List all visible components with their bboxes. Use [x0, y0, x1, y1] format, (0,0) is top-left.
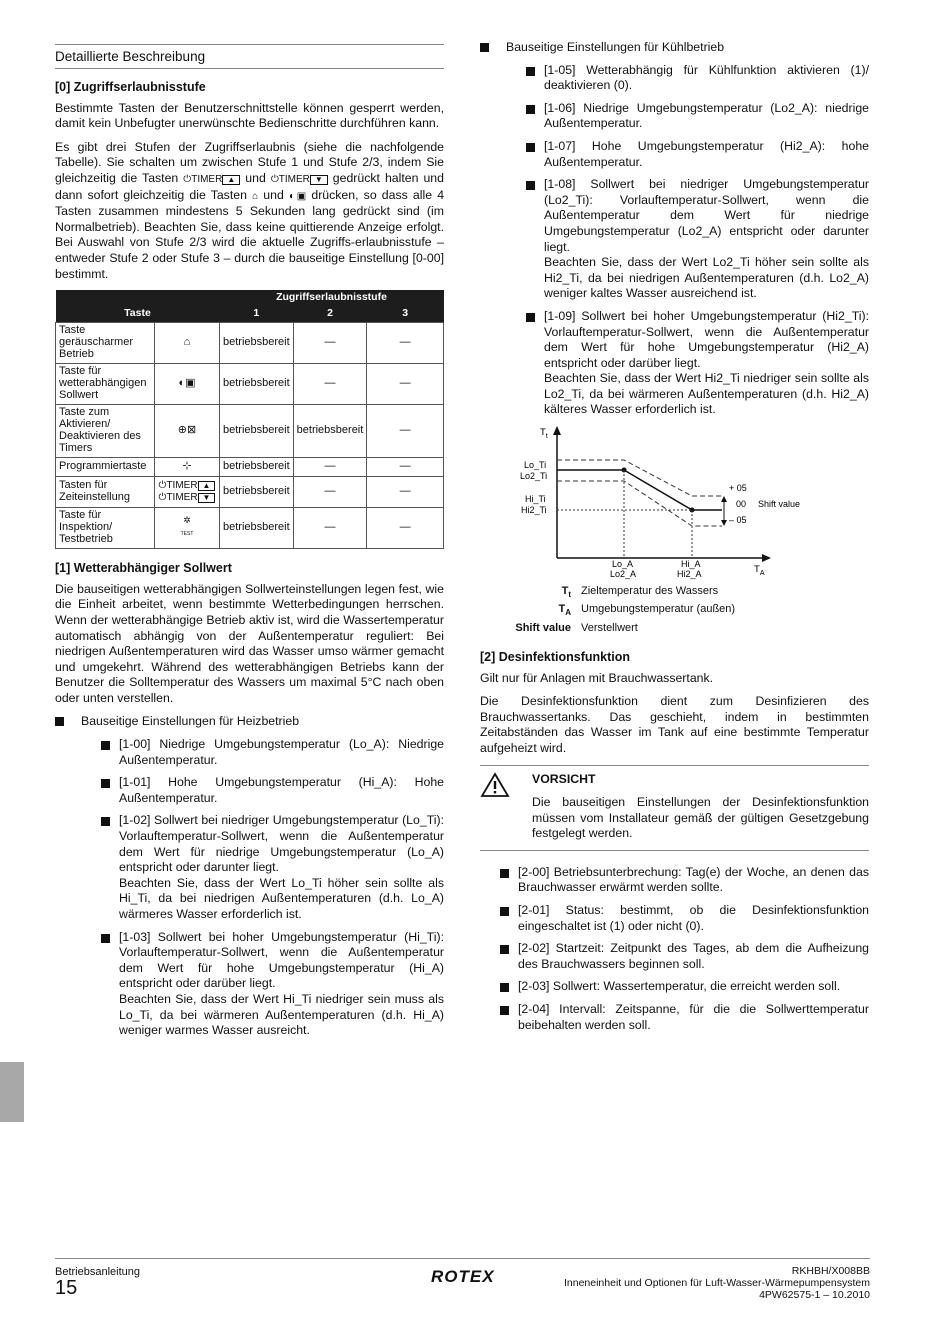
y-axis-arrow	[553, 426, 561, 435]
list-item: [1-01] Hohe Umgebungstemperatur (Hi_A): Hohe Außentemperatur.	[101, 775, 444, 806]
disinfection-paragraph-1: Gilt nur für Anlagen mit Brauchwassertank.	[480, 670, 714, 685]
hi2-ti-label: Hi2_Ti	[521, 505, 547, 516]
page-number: 15	[55, 1277, 78, 1299]
cooling-list	[480, 40, 869, 418]
zero-shift-label: 00	[736, 499, 747, 510]
low-noise-icon: ⌂	[155, 322, 220, 363]
timer-down-key-icon: ⏻TIMER ▼	[271, 174, 328, 185]
legend-row: $T_A$ Umgebungstemperatur (außen)	[558, 603, 736, 618]
lo-a-label: Lo_A	[612, 559, 634, 570]
weather-paragraph: Die bauseitigen wetterabhängigen Sollwerteinstellungen legen fest, wie die Einheit arbeitet, wenn bestimmte Wetterbedingungen herrschen. Wenn der wetterabhängige Betrieb aktiv ist, wird die Wassertemperatur automatisch abhängig von der Außentemperatur reguliert: Bei niedrigen Außentemperaturen wird das Wasser umso wärmer gemacht und umgekehrt. Während des wetterabhängigen Betriebs kann der Benutzer die Solltemperatur des Wassers um maximal 5°C nach oben oder unten verstellen.	[55, 581, 444, 705]
table-row: Taste geräuscharmer Betrieb ⌂ betriebsbereit — —	[56, 322, 444, 363]
lo2-ti-label: Lo2_Ti	[520, 471, 548, 482]
x-axis-label: $T_A$	[754, 564, 765, 578]
timer-toggle-icon: ⊕⊠	[155, 404, 220, 457]
program-icon: ⊹	[155, 457, 220, 476]
caution-text: Die bauseitigen Einstellungen der Desinfektionsfunktion müssen vom Installateur gemäß der gültigen Gesetzgebung festgelegt werden.	[532, 795, 869, 841]
timer-up-key-icon: ⏻TIMER ▲	[183, 174, 240, 185]
heading-weather-setpoint: [1] Wetterabhängiger Sollwert	[55, 560, 232, 575]
table-row: Taste zum Aktivieren/ Deaktivieren des Timers ⊕⊠ betriebsbereit betriebsbereit —	[56, 404, 444, 457]
list-item: [1-06] Niedrige Umgebungstemperatur (Lo2_A): niedrige Außentemperatur.	[526, 101, 869, 132]
weather-key-icon: ◐▣	[288, 190, 307, 202]
section-title: Detaillierte Beschreibung	[55, 44, 444, 69]
right-column	[480, 40, 869, 1040]
list-item: [2-03] Sollwert: Wassertemperatur, die erreicht werden soll.	[500, 979, 869, 995]
access-paragraph-1: Bestimmte Tasten der Benutzerschnittstelle können gesperrt werden, damit kein Unbefugter unerwünschte Bedienschritte durchführen kann.	[55, 100, 444, 131]
list-item: [1-09] Sollwert bei hoher Umgebungstemperatur (Hi2_Ti): Vorlauftemperatur-Sollwert, wenn die Außentemperatur dem Wert für hohe Umgebungstemperatur (Hi2_A) entspricht oder darüber liegt. Beachten Sie, dass der Wert Hi2_Ti niedriger sein sollte als Lo2_Ti, da bei wärmeren Außentemperaturen (d.h. Hi2_A) kälteres Wasser erforderlich ist.	[526, 309, 869, 418]
left-column	[55, 44, 444, 1046]
hi-ti-label: Hi_Ti	[525, 494, 546, 505]
table-col-3: 3	[367, 306, 444, 322]
hi-a-label: Hi_A	[681, 559, 701, 570]
x-axis-arrow	[762, 554, 771, 562]
setpoint-curve	[557, 470, 722, 510]
test-icon: ✲ TEST	[155, 507, 220, 548]
upper-shift-line	[557, 460, 722, 496]
footer-title: Inneneinheit und Optionen für Luft-Wasser-Wärmepumpensystem	[563, 1277, 870, 1289]
access-level-table	[55, 290, 444, 549]
list-item: [1-05] Wetterabhängig für Kühlfunktion aktivieren (1)/ deaktivieren (0).	[526, 63, 869, 94]
diagram-legend	[514, 584, 869, 636]
heading-disinfection: [2] Desinfektionsfunktion	[480, 649, 631, 664]
hi2-a-label: Hi2_A	[677, 569, 702, 580]
rotex-logo: ROTEX	[431, 1267, 495, 1286]
table-col-2: 2	[293, 306, 367, 322]
lo-ti-label: Lo_Ti	[524, 460, 547, 471]
table-row: Taste für wetterabhängigen Sollwert ◐▣ betriebsbereit — —	[56, 363, 444, 404]
footer-doc-type: Betriebsanleitung	[55, 1266, 141, 1278]
table-col-1: 1	[220, 306, 294, 322]
warning-triangle-icon	[480, 772, 532, 842]
footer-model: RKHBH/X008BB	[791, 1265, 870, 1277]
footer-doc-id: 4PW62575-1 – 10.2010	[759, 1289, 870, 1301]
list-item: [2-02] Startzeit: Zeitpunkt des Tages, ab dem die Aufheizung des Brauchwassers beginnen soll.	[500, 941, 869, 972]
disinfection-list	[500, 865, 869, 1033]
list-item: [2-01] Status: bestimmt, ob die Desinfektionsfunktion eingeschaltet ist (1) oder nicht (0).	[500, 903, 869, 934]
diagram-svg	[520, 425, 826, 580]
low-noise-key-icon: ⌂	[252, 190, 259, 202]
shift-value-label: Shift value	[758, 499, 801, 510]
weather-dependent-icon: ◐▣	[155, 363, 220, 404]
list-item: [1-00] Niedrige Umgebungstemperatur (Lo_A): Niedrige Außentemperatur.	[101, 737, 444, 768]
list-item: [1-07] Hohe Umgebungstemperatur (Hi2_A): hohe Außentemperatur.	[526, 139, 869, 170]
heading-access-level: [0] Zugriffserlaubnisstufe	[55, 79, 206, 94]
caution-box	[480, 765, 869, 851]
table-row: Tasten für Zeiteinstellung ⏻TIMER ▲ ⏻TIMER ▼ betriebsbereit — —	[56, 476, 444, 507]
list-item: Bauseitige Einstellungen für Heizbetrieb [1-00] Niedrige Umgebungstemperatur (Lo_A): Niedrige Außentemperatur. [1-01] Hohe Umgebungstemperatur (Hi_A): Hohe Außentemperatur. [1-02] Sollwert bei niedriger Umgebungstemperatur (Lo_Ti): Vorlauftemperatur-Sollwert, wenn die Außentemperatur dem Wert für niedrige Umgebungstemperatur (Lo_A) entspricht oder darunter liegt. Beachten Sie, dass der Wert Lo_Ti höher sein sollte als Hi_Ti, da bei niedrigen Außentemperaturen (d.h. Lo_A) wärmeres Wasser erforderlich ist. [1-03] Sollwert bei hoher Umgebungstemperatur (Hi_Ti): Vorlauftemperatur-Sollwert, wenn die Außentemperatur dem Wert für hohe Umgebungstemperatur (Hi_A) entspricht oder darüber liegt. Beachten Sie, dass der Wert Hi_Ti niedriger sein muss als Lo_Ti, da bei wärmeren Außentemperaturen (d.h. Hi_A) weniger warmes Wasser ausreicht.	[55, 714, 444, 1038]
lo2-a-label: Lo2_A	[610, 569, 637, 580]
table-col-key: Taste	[56, 306, 220, 322]
y-axis-label: $T_t$	[540, 427, 548, 441]
caution-title: VORSICHT	[532, 771, 596, 786]
list-item: [1-08] Sollwert bei niedriger Umgebungstemperatur (Lo2_Ti): Vorlauftemperatur-Sollwert, wenn die Außentemperatur dem Wert für niedrige Umgebungstemperatur (Lo2_A) entspricht oder darunter liegt. Beachten Sie, dass der Wert Lo2_Ti höher sein sollte als Hi2_Ti, da bei niedrigen Außentemperaturen (d.h. Lo2_A) weniger kaltes Wasser ausreichend ist.	[526, 177, 869, 302]
list-item: [1-02] Sollwert bei niedriger Umgebungstemperatur (Lo_Ti): Vorlauftemperatur-Sollwert, wenn die Außentemperatur dem Wert für niedrige Umgebungstemperatur (Lo_A) entspricht oder darunter liegt. Beachten Sie, dass der Wert Lo_Ti höher sein sollte als Hi_Ti, da bei niedrigen Außentemperaturen (d.h. Lo_A) wärmeres Wasser erforderlich ist.	[101, 813, 444, 922]
list-item: [1-03] Sollwert bei hoher Umgebungstemperatur (Hi_Ti): Vorlauftemperatur-Sollwert, wenn die Außentemperatur dem Wert für hohe Umgebungstemperatur (Hi_A) entspricht oder darüber liegt. Beachten Sie, dass der Wert Hi_Ti niedriger sein muss als Lo_Ti, da bei wärmeren Außentemperaturen (d.h. Hi_A) weniger warmes Wasser ausreicht.	[101, 930, 444, 1039]
plus-shift-label: + 05	[729, 483, 747, 494]
page-footer	[55, 1258, 870, 1301]
access-paragraph-2: Es gibt drei Stufen der Zugriffserlaubnis (siehe die nachfolgende Tabelle). Sie schalten um zwischen Stufe 1 und Stufe 2/3, indem Sie gleichzeitig die Tasten ⏻TIMER ▲ und ⏻TIMER ▼ gedrückt halten und dann sofort gleichzeitig die Tasten ⌂ und ◐▣ drücken, so dass alle 4 Tasten zusammen mindestens 5 Sekunden lang gedrückt sind (im Normalbetrieb). Beachten Sie, dass keine quittierende Anzeige erfolgt. Bei Auswahl von Stufe 2/3 wird die aktuelle Zugriffs-erlaubnisstufe – entweder Stufe 2 oder Stufe 3 – durch die bauseitige Einstellung [0-00] bestimmt.	[55, 139, 445, 281]
page-edge-tab	[0, 1062, 24, 1122]
list-item: [2-00] Betriebsunterbrechung: Tag(e) der Woche, an denen das Brauchwasser erwärmt werden sollte.	[500, 865, 869, 896]
table-row: Programmiertaste ⊹ betriebsbereit — —	[56, 457, 444, 476]
weather-curve-diagram	[520, 425, 826, 580]
list-item: Bauseitige Einstellungen für Kühlbetrieb [1-05] Wetterabhängig für Kühlfunktion aktivieren (1)/ deaktivieren (0). [1-06] Niedrige Umgebungstemperatur (Lo2_A): niedrige Außentemperatur. [1-07] Hohe Umgebungstemperatur (Hi2_A): hohe Außentemperatur. [1-08] Sollwert bei niedriger Umgebungstemperatur (Lo2_Ti): Vorlauftemperatur-Sollwert, wenn die Außentemperatur dem Wert für niedrige Umgebungstemperatur (Lo2_A) entspricht oder darunter liegt. Beachten Sie, dass der Wert Lo2_Ti höher sein sollte als Hi2_Ti, da bei niedrigen Außentemperaturen (d.h. Lo2_A) weniger kaltes Wasser ausreichend ist. [1-09] Sollwert bei hoher Umgebungstemperatur (Hi2_Ti): Vorlauftemperatur-Sollwert, wenn die Außentemperatur dem Wert für hohe Umgebungstemperatur (Hi2_A) entspricht oder darüber liegt. Beachten Sie, dass der Wert Hi2_Ti niedriger sein sollte als Lo2_Ti, da bei wärmeren Außentemperaturen (d.h. Hi2_A) kälteres Wasser erforderlich ist.	[480, 40, 869, 418]
lower-shift-line	[557, 481, 722, 526]
disinfection-paragraph-2: Die Desinfektionsfunktion dient zum Desinfizieren des Brauchwassertanks. Das geschieht, indem in bestimmten Zeitabständen das Wasser im Tank auf eine bestimmte Temperatur aufgeheizt wird.	[480, 694, 869, 755]
timer-arrows-icon: ⏻TIMER ▲ ⏻TIMER ▼	[155, 476, 220, 507]
table-group-header: Zugriffserlaubnisstufe	[220, 290, 444, 306]
legend-row: Shift value Verstellwert	[515, 622, 638, 635]
table-row: Taste für Inspektion/ Testbetrieb ✲ TEST betriebsbereit — —	[56, 507, 444, 548]
legend-row: $T_t$ Zieltemperatur des Wassers	[561, 584, 719, 599]
list-item: [2-04] Intervall: Zeitspanne, für die die Sollwerttemperatur beibehalten werden soll.	[500, 1002, 869, 1033]
minus-shift-label: – 05	[729, 515, 747, 526]
heating-list	[55, 714, 444, 1038]
